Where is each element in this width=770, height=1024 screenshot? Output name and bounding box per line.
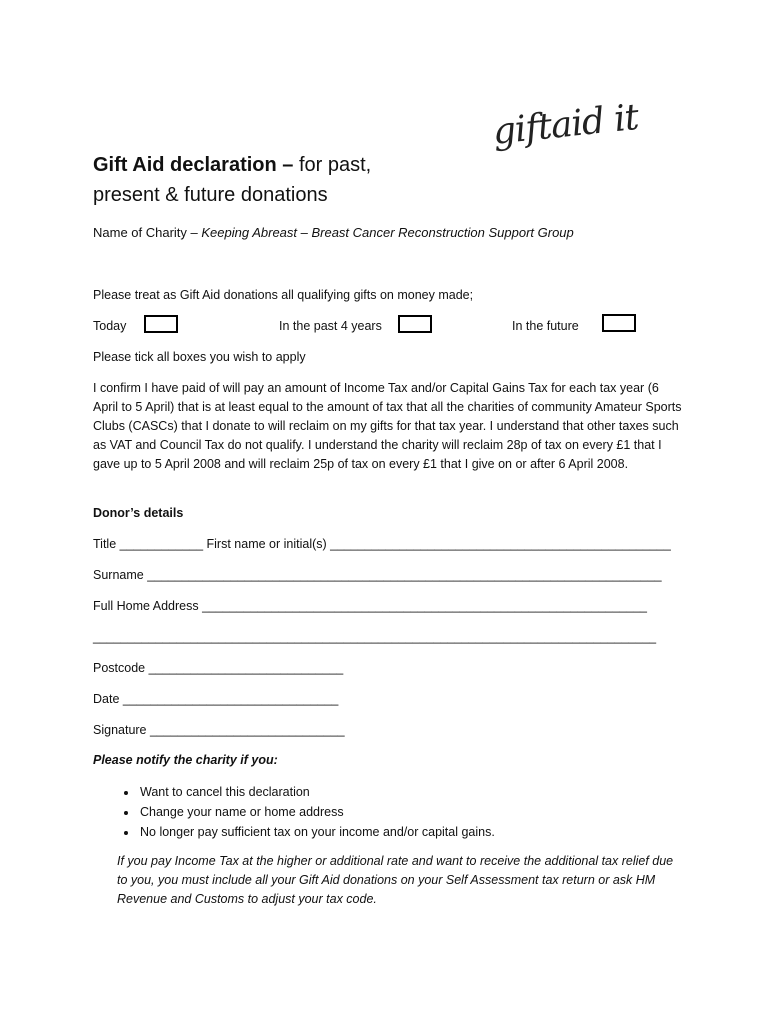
giftaid-logo: giftaid it <box>490 96 641 153</box>
list-item: • Change your name or home address <box>138 802 495 822</box>
checkbox-past-4-years[interactable] <box>398 315 432 333</box>
tick-instruction: Please tick all boxes you wish to apply <box>93 350 306 364</box>
signature-field[interactable]: Signature ____________________________ <box>93 723 345 737</box>
address-field-line2[interactable]: _________________________________________________________________________________ <box>93 630 657 644</box>
notify-heading: Please notify the charity if you: <box>93 753 278 767</box>
postcode-field[interactable]: Postcode ____________________________ <box>93 661 344 675</box>
checkbox-today[interactable] <box>144 315 178 333</box>
checkbox-future[interactable] <box>602 314 636 332</box>
notify-list <box>93 782 495 842</box>
list-item: • No longer pay sufficient tax on your income and/or capital gains. <box>138 822 495 842</box>
address-field[interactable]: Full Home Address ________________________________________________________________ <box>93 599 647 613</box>
title-rest: for past, <box>293 154 372 176</box>
surname-field[interactable]: Surname __________________________________________________________________________ <box>93 568 662 582</box>
option-today-label: Today <box>93 319 127 333</box>
list-item: • Want to cancel this declaration <box>138 782 495 802</box>
donor-details-heading: Donor’s details <box>93 506 184 520</box>
option-future-label: In the future <box>512 319 579 333</box>
intro-text: Please treat as Gift Aid donations all qualifying gifts on money made; <box>93 288 474 302</box>
charity-label: Name of Charity – <box>93 225 202 240</box>
title-name-field[interactable]: Title ____________ First name or initial(s) _________________________________________________ <box>93 537 671 551</box>
charity-name: Keeping Abreast – Breast Cancer Reconstruction Support Group <box>201 225 574 240</box>
page-title <box>93 150 371 210</box>
title-line2: present & future donations <box>93 184 328 206</box>
option-past-label: In the past 4 years <box>279 319 382 333</box>
higher-rate-note: If you pay Income Tax at the higher or additional rate and want to receive the additional tax relief due to you, you must include all your Gift Aid donations on your Self Assessment tax return or ask HM Revenue and Customs to adjust your tax code. <box>117 854 674 906</box>
confirmation-text: I confirm I have paid of will pay an amount of Income Tax and/or Capital Gains Tax for each tax year (6 April to 5 April) that is at least equal to the amount of tax that all the charities of community Amateur Sports Clubs (CASCs) that I donate to will reclaim on my gifts for that tax year. I understand that other taxes such as VAT and Council Tax do not qualify. I understand the charity will reclaim 28p of tax on every £1 that I gave up to 5 April 2008 and will reclaim 25p of tax on every £1 that I give on or after 6 April 2008. <box>93 381 682 471</box>
title-bold: Gift Aid declaration – <box>93 154 294 176</box>
date-field[interactable]: Date _______________________________ <box>93 692 339 706</box>
charity-name-line <box>93 225 574 240</box>
